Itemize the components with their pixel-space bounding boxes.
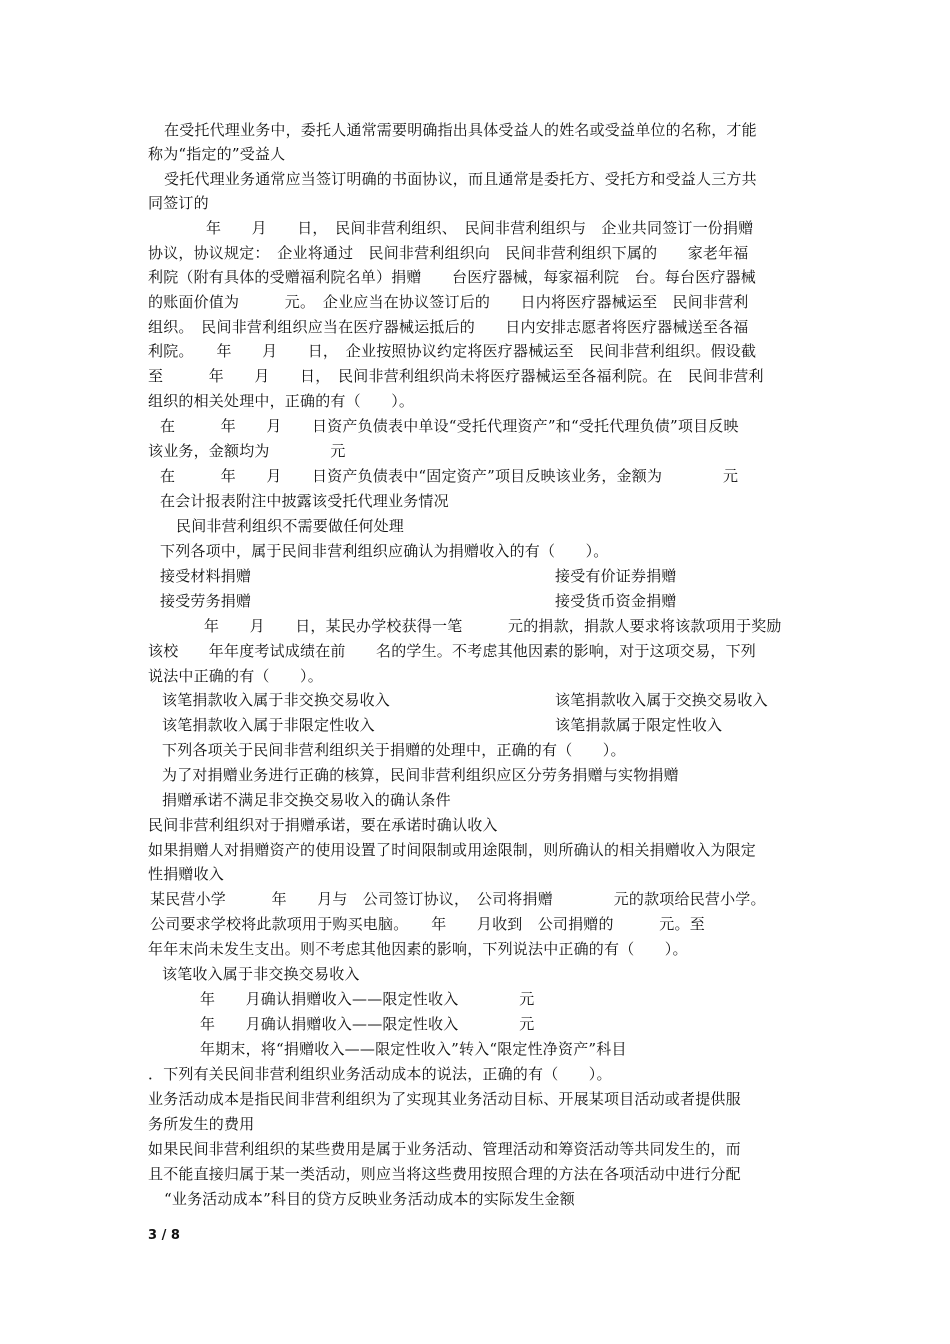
text-line: 如果民间非营利组织的某些费用是属于业务活动、管理活动和筹资活动等共同发生的，而 [148,1140,741,1158]
text-line: 为了对捐赠业务进行正确的核算，民间非营利组织应区分劳务捐赠与实物捐赠 [162,766,679,784]
option-c: 该笔捐款收入属于非限定性收入 [162,716,375,734]
text-line: 在受托代理业务中，委托人通常需要明确指出具体受益人的姓名或受益单位的名称，才能 [164,121,757,139]
text-line: 组织的相关处理中，正确的有（ ）。 [148,392,415,410]
text-line: 的账面价值为 元。 企业应当在协议签订后的 日内将医疗器械运至 民间非营利 [148,293,749,311]
option-a: 该笔捐款收入属于非交换交易收入 [162,691,391,709]
option-c: 接受劳务捐赠 [160,592,252,610]
text-line: 在 年 月 日资产负债表中“固定资产”项目反映该业务，金额为 元 [160,467,739,485]
text-line: 下列各项中，属于民间非营利组织应确认为捐赠收入的有（ ）。 [160,542,609,560]
text-line: 组织。 民间非营利组织应当在医疗器械运抵后的 日内安排志愿者将医疗器械送至各福 [148,318,749,336]
page-number: 3 / 8 [148,1228,180,1243]
text-line: 受托代理业务通常应当签订明确的书面协议，而且通常是委托方、受托方和受益人三方共 [164,170,757,188]
text-line: 年年末尚未发生支出。则不考虑其他因素的影响，下列说法中正确的有（ ）。 [148,940,688,958]
text-line: 业务活动成本是指民间非营利组织为了实现其业务活动目标、开展某项目活动或者提供服 [148,1090,741,1108]
text-line: 捐赠承诺不满足非交换交易收入的确认条件 [162,791,451,809]
text-line: 利院（附有具体的受赠福利院名单）捐赠 台医疗器械，每家福利院 台。每台医疗器械 [148,268,757,286]
option-b: 该笔捐款收入属于交换交易收入 [555,691,768,709]
text-line: 利院。 年 月 日， 企业按照协议约定将医疗器械运至 民间非营利组织。假设截 [148,342,757,360]
option-c: 年 月确认捐赠收入——限定性收入 元 [200,1015,535,1033]
text-line: 且不能直接归属于某一类活动，则应当将这些费用按照合理的方法在各项活动中进行分配 [148,1165,741,1183]
text-line: 在 年 月 日资产负债表中单设“受托代理资产”和“受托代理负债”项目反映 [160,417,739,435]
text-line: 该校 年年度考试成绩在前 名的学生。不考虑其他因素的影响，对于这项交易，下列 [148,642,757,660]
option-b: 接受有价证券捐赠 [555,567,677,585]
text-line: 下列各项关于民间非营利组织关于捐赠的处理中，正确的有（ ）。 [162,741,626,759]
text-line: 同签订的 [148,194,209,212]
text-line: 该业务，金额均为 元 [148,442,346,460]
text-line: 性捐赠收入 [148,865,225,883]
text-line: 协议，协议规定： 企业将通过 民间非营利组织向 民间非营利组织下属的 家老年福 [148,244,749,262]
text-line: 民间非营利组织不需要做任何处理 [176,517,405,535]
option-a: 接受材料捐赠 [160,567,252,585]
text-line: 在会计报表附注中披露该受托代理业务情况 [160,492,449,510]
text-line: ．下列有关民间非营利组织业务活动成本的说法，正确的有（ ）。 [148,1065,612,1083]
text-line: 务所发生的费用 [148,1115,255,1133]
option-d: 年期末，将“捐赠收入——限定性收入”转入“限定性净资产”科目 [200,1040,627,1058]
text-line: 年 月 日，某民办学校获得一笔 元的捐款，捐款人要求将该款项用于奖励 [204,617,782,635]
text-line: 民间非营利组织对于捐赠承诺，要在承诺时确认收入 [148,816,498,834]
text-line: 如果捐赠人对捐赠资产的使用设置了时间限制或用途限制，则所确认的相关捐赠收入为限定 [148,841,757,859]
text-line: 年 月 日， 民间非营利组织、 民间非营利组织与 企业共同签订一份捐赠 [206,219,754,237]
option-d: 接受货币资金捐赠 [555,592,677,610]
text-line: 至 年 月 日， 民间非营利组织尚未将医疗器械运至各福利院。在 民间非营利 [148,367,764,385]
text-line: 称为“指定的”受益人 [148,145,286,163]
text-line: “业务活动成本”科目的贷方反映业务活动成本的实际发生金额 [164,1190,575,1208]
text-line: 说法中正确的有（ ）。 [148,667,323,685]
text-line: 公司要求学校将此款项用于购买电脑。 年 月收到 公司捐赠的 元。至 [150,915,705,933]
option-b: 年 月确认捐赠收入——限定性收入 元 [200,990,535,1008]
option-d: 该笔捐款属于限定性收入 [555,716,723,734]
text-line: 某民营小学 年 月与 公司签订协议， 公司将捐赠 元的款项给民营小学。 [150,890,766,908]
option-a: 该笔收入属于非交换交易收入 [162,965,360,983]
